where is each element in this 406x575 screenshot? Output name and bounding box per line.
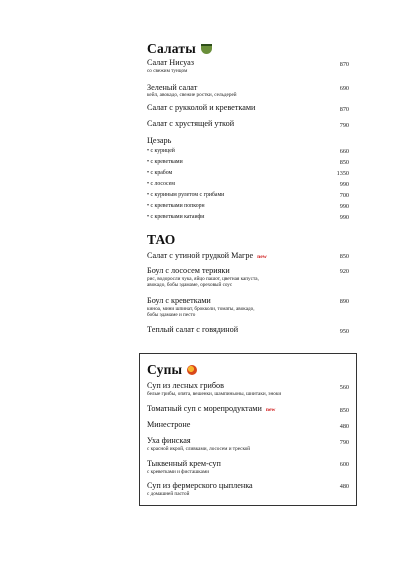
menu-item-name: Салат Нисуаз	[147, 58, 194, 67]
caesar-option: • с креветками	[147, 159, 183, 165]
caesar-item-name: Цезарь	[147, 136, 172, 145]
menu-item-name: Салат с рукколой и креветками	[147, 103, 256, 112]
menu-item-price: 870	[339, 106, 349, 113]
salads-title-text: Салаты	[147, 41, 196, 56]
caesar-option: • с куриным рулетом с грибами	[147, 192, 225, 198]
new-badge: new	[257, 254, 267, 260]
menu-item-description: киноа, мини шпинат, брокколи, томаты, авокадо,	[147, 306, 255, 312]
caesar-option: • с курицей	[147, 148, 175, 154]
caesar-option-price: 990	[339, 214, 349, 221]
menu-item-name-text: Томатный суп с морепродуктами	[147, 404, 262, 413]
menu-item-name: Салат с хрустящей уткой	[147, 119, 235, 128]
new-badge: new	[265, 407, 276, 413]
menu-item-price: 850	[339, 407, 349, 414]
menu-item-description: кейл, авокадо, свежие ростки, сельдерей	[147, 92, 237, 98]
caesar-option-price: 990	[339, 181, 349, 188]
soups-title-text: Супы	[147, 362, 183, 377]
menu-item-price: 850	[339, 253, 349, 260]
menu-item-price: 870	[339, 61, 349, 68]
soups-section-title	[147, 362, 197, 378]
caesar-option-price: 850	[339, 159, 349, 166]
caesar-option: • с крабом	[147, 170, 173, 176]
menu-item-price: 890	[339, 298, 349, 305]
menu-item-description: с красной икрой, сливками, лососем и треской	[147, 446, 251, 452]
caesar-option-price: 1350	[336, 170, 349, 177]
menu-item-name: Минестроне	[147, 420, 191, 429]
menu-item-name: Зеленый салат	[147, 83, 198, 92]
soup-bowl-icon	[187, 365, 197, 375]
menu-item-price: 790	[339, 122, 349, 129]
menu-item-description: бобы эдамаме и песто	[147, 312, 196, 318]
caesar-option-price: 990	[339, 203, 349, 210]
menu-item-description: с креветками и фисташками	[147, 469, 210, 475]
caesar-option-price: 700	[339, 192, 349, 199]
menu-item-name	[147, 404, 275, 413]
menu-item-name: Суп из фермерского цыпленка	[147, 481, 253, 490]
menu-item-description: авокадо, бобы эдамаме, ореховый соус	[147, 282, 233, 288]
menu-item-name: Теплый салат с говядиной	[147, 325, 239, 334]
menu-item-price: 690	[339, 85, 349, 92]
menu-item-description: со свежим тунцом	[147, 68, 188, 74]
menu-item-description: рис, водоросли чука, яйцо пашот, цветная капуста,	[147, 276, 259, 282]
caesar-option-price: 660	[339, 148, 349, 155]
menu-item-name: Тыквенный крем-суп	[147, 459, 221, 468]
tao-section-title	[147, 232, 176, 248]
menu-item-price: 950	[339, 328, 349, 335]
caesar-option: • с креветками катаифи	[147, 214, 205, 220]
salads-section-title	[147, 41, 212, 57]
menu-item-name: Суп из лесных грибов	[147, 381, 224, 390]
menu-item-name: Боул с креветками	[147, 296, 211, 305]
menu-item-description: белые грибы, опята, вешенки, шампиньоны, шиитаки, эноки	[147, 391, 282, 397]
menu-item-name: Боул с лососем терияки	[147, 266, 230, 275]
menu-item-description: с домашней пастой	[147, 491, 190, 497]
menu-item-price: 560	[339, 384, 349, 391]
menu-item-price: 600	[339, 461, 349, 468]
menu-item-name: Уха финская	[147, 436, 191, 445]
menu-item-name-text: Салат с утиной грудкой Магре	[147, 251, 254, 260]
tao-title-text: ТАО	[147, 232, 176, 247]
salad-bowl-icon	[201, 44, 212, 54]
menu-item-price: 790	[339, 439, 349, 446]
menu-item-price: 480	[339, 423, 349, 430]
caesar-option: • с лососем	[147, 181, 175, 187]
menu-item-price: 920	[339, 268, 349, 275]
caesar-option: • с креветками попкорн	[147, 203, 205, 209]
menu-item-price: 480	[339, 483, 349, 490]
menu-item-name	[147, 251, 267, 260]
